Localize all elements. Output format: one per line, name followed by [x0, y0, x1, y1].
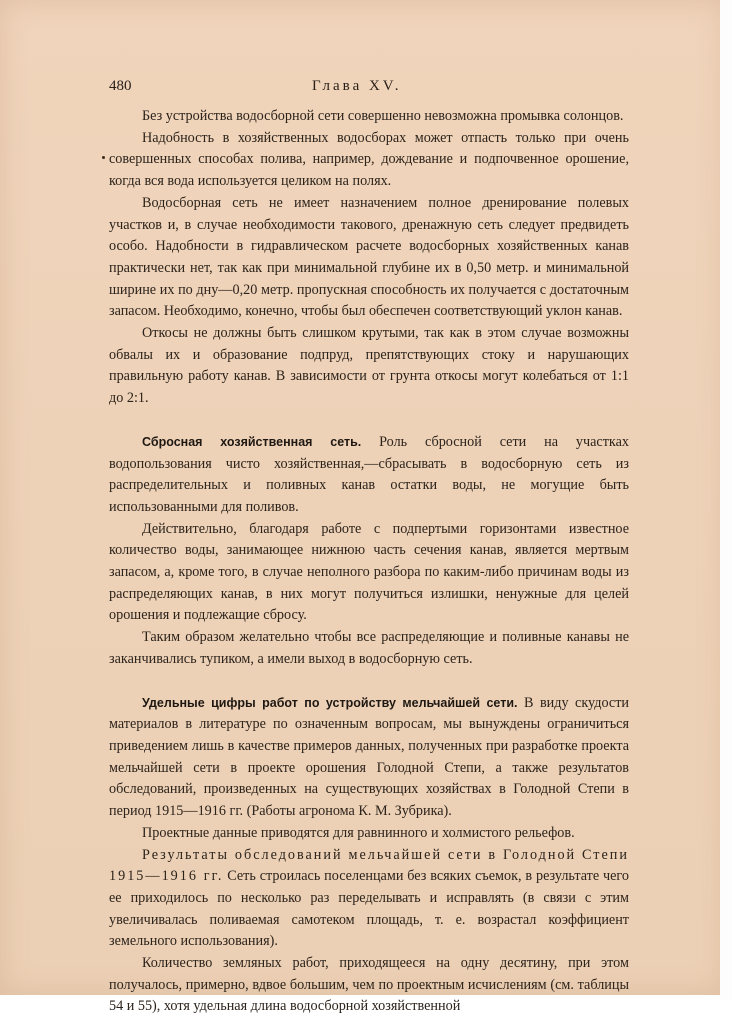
paragraph [109, 845, 629, 954]
paragraph: Откосы не должны быть слишком крутыми, так как в этом случае возможны обвалы их и образование подпруд, препятствующих стоку и нарушающих правильную работу канав. В зависимости от грунта откосы могут колебаться от 1:1 до 2:1. [109, 325, 629, 407]
section-gap [109, 671, 629, 693]
section-heading: Удельные цифры работ по устройству мельчайшей сети. [142, 695, 518, 710]
paragraph: Таким образом желательно чтобы все распределяющие и поливные канавы не заканчивались тупиком, а имели выход в водосборную сеть. [109, 629, 629, 667]
page-number: 480 [109, 78, 132, 94]
ink-speck [102, 156, 105, 159]
spaced-heading: Результаты обследований мельчайшей сети в Голодной Степи 1915—1916 гг. [109, 846, 629, 885]
paragraph: Надобность в хозяйственных водосборах может отпасть только при очень совершенных способах полива, например, дождевание и подпочвенное орошение, когда вся вода используется целиком на полях. [109, 129, 629, 190]
paragraph: Количество земляных работ, приходящееся на одну десятину, при этом получалось, примерно, вдвое большим, чем по проектным исчислениям (см. таблицы 54 и 55), хотя удельная длина водосборной хозяйственной [109, 955, 629, 1015]
paragraph [109, 432, 629, 519]
paragraph-text: В виду скудости материалов в литературе по означенным вопросам, мы вынуждены ограничиться приведением лишь в качестве примеров данных, полученных при разработке проекта мельчайшей сети в проекте орошения Голодной Степи, а также результатов обследований, произведенных на существующих хозяйствах в Голодной Степи в период 1915—1916 гг. (Работы агронома К. М. Зубрика). [109, 694, 629, 820]
paragraph [109, 693, 629, 823]
page-header [109, 78, 629, 102]
paragraph: Водосборная сеть не имеет назначением полное дренирование полевых участков и, в случае необходимости такового, дренажную сеть следует предвидеть особо. Надобности в гидравлическом расчете водосборных хозяйственных канав практически нет, так как при минимальной глубине их в 0,50 метр. и минимальной ширине их по дну—0,20 метр. пропускная способность их получается с достаточным запасом. Необходимо, конечно, чтобы был обеспечен соответствующий уклон канав. [109, 194, 629, 320]
paragraph: Проектные данные приводятся для равнинного и холмистого рельефов. [142, 824, 575, 841]
paragraph: Действительно, благодаря работе с подпертыми горизонтами известное количество воды, занимающее нижнюю часть сечения канав, является мертвым запасом, а, кроме того, в случае неполного разбора по каким-либо причинам воды из распределяющих канав, в них могут получиться излишки, ненужные для целей орошения и подлежащие сбросу. [109, 520, 629, 624]
page-body [109, 106, 629, 1018]
paragraph: Без устройства водосборной сети совершенно невозможна промывка солонцов. [142, 108, 624, 124]
paragraph-text: Роль сбросной сети на участках водопользования чисто хозяйственная,—сбрасывать в водосборную сеть из распределительных и поливных канав остатки воды, не могущие быть использованными для поливов. [109, 433, 629, 515]
chapter-title: Глава XV. [312, 78, 402, 94]
paragraph-text: Сеть строилась поселенцами без всяких съемок, в результате чего ее приходилось по несколько раз переделывать и исправлять (в связи с этим увеличивалась поливаемая самотеком площадь, т. е. возрастал коэффициент земельного использования). [109, 868, 629, 950]
scan-margin [720, 0, 732, 1000]
section-heading: Сбросная хозяйственная сеть. [142, 434, 362, 449]
section-gap [109, 410, 629, 432]
